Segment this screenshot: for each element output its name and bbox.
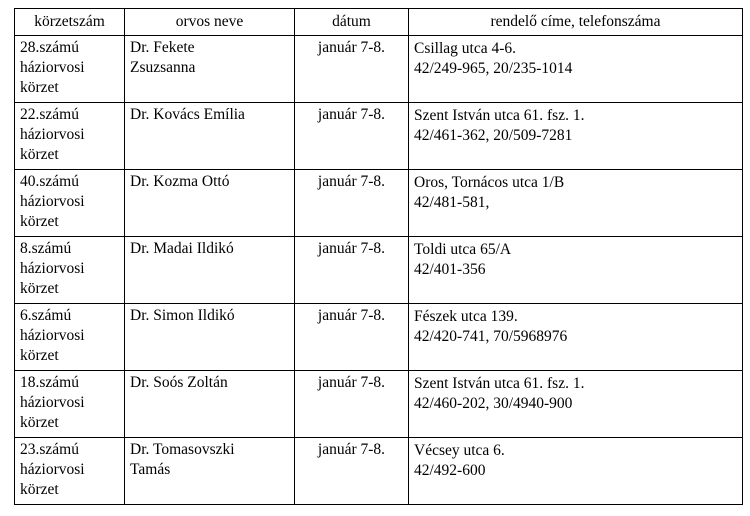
table-row [15, 36, 743, 103]
doctor-name-line1: Dr. Kozma Ottó [130, 173, 230, 191]
cell-date: január 7-8. [295, 103, 409, 170]
doctor-name-line2: Zsuzsanna [130, 59, 196, 77]
district-number: 8.számú [20, 240, 72, 258]
cell-address-phone [409, 438, 743, 505]
table-row [15, 103, 743, 170]
district-number: 28.számú [20, 39, 79, 57]
address-line: Szent István utca 61. fsz. 1. [414, 375, 585, 393]
column-header-doctor-name: orvos neve [125, 9, 295, 36]
doctor-name-line2: Tamás [130, 461, 171, 479]
phone-line: 42/481-581, [414, 194, 490, 212]
table-row [15, 170, 743, 237]
cell-date: január 7-8. [295, 36, 409, 103]
district-number: 22.számú [20, 106, 79, 124]
cell-date: január 7-8. [295, 170, 409, 237]
cell-district [15, 36, 125, 103]
cell-district [15, 371, 125, 438]
cell-doctor-name [125, 103, 295, 170]
cell-district [15, 438, 125, 505]
address-line: Toldi utca 65/A [414, 241, 512, 259]
cell-doctor-name [125, 170, 295, 237]
table-row [15, 438, 743, 505]
cell-doctor-name [125, 36, 295, 103]
column-header-date: dátum [295, 9, 409, 36]
district-type: háziorvosi [20, 59, 85, 77]
address-line: Oros, Tornácos utca 1/B [414, 174, 565, 192]
table-header-row [15, 9, 743, 36]
district-word: körzet [20, 347, 59, 365]
column-header-district: körzetszám [15, 9, 125, 36]
district-number: 18.számú [20, 374, 79, 392]
cell-doctor-name [125, 304, 295, 371]
cell-address-phone [409, 371, 743, 438]
phone-line: 42/420-741, 70/5968976 [414, 328, 568, 346]
cell-district [15, 304, 125, 371]
district-word: körzet [20, 79, 59, 97]
cell-address-phone [409, 103, 743, 170]
phone-line: 42/492-600 [414, 462, 486, 480]
cell-doctor-name [125, 438, 295, 505]
doctors-duty-table [14, 8, 743, 505]
district-type: háziorvosi [20, 126, 85, 144]
phone-line: 42/461-362, 20/509-7281 [414, 127, 573, 145]
district-number: 23.számú [20, 441, 79, 459]
phone-line: 42/460-202, 30/4940-900 [414, 395, 573, 413]
phone-line: 42/401-356 [414, 261, 486, 279]
district-word: körzet [20, 414, 59, 432]
doctor-name-line1: Dr. Kovács Emília [130, 106, 245, 124]
address-line: Vécsey utca 6. [414, 442, 505, 460]
district-number: 6.számú [20, 307, 72, 325]
cell-date: január 7-8. [295, 438, 409, 505]
doctor-name-line1: Dr. Madai Ildikó [130, 240, 234, 258]
address-line: Csillag utca 4-6. [414, 40, 517, 58]
doctor-name-line1: Dr. Fekete [130, 39, 195, 57]
cell-address-phone [409, 170, 743, 237]
address-line: Szent István utca 61. fsz. 1. [414, 107, 585, 125]
district-word: körzet [20, 280, 59, 298]
doctor-name-line1: Dr. Tomasovszki [130, 441, 235, 459]
column-header-address-phone: rendelő címe, telefonszáma [409, 9, 743, 36]
cell-date: január 7-8. [295, 371, 409, 438]
cell-district [15, 170, 125, 237]
cell-district [15, 237, 125, 304]
district-type: háziorvosi [20, 327, 85, 345]
table-row [15, 371, 743, 438]
doctor-name-line1: Dr. Soós Zoltán [130, 374, 228, 392]
district-word: körzet [20, 146, 59, 164]
district-type: háziorvosi [20, 193, 85, 211]
address-line: Fészek utca 139. [414, 308, 518, 326]
district-word: körzet [20, 481, 59, 499]
table-row [15, 304, 743, 371]
district-word: körzet [20, 213, 59, 231]
district-type: háziorvosi [20, 394, 85, 412]
cell-address-phone [409, 237, 743, 304]
district-number: 40.számú [20, 173, 79, 191]
doctor-name-line1: Dr. Simon Ildikó [130, 307, 235, 325]
table-row [15, 237, 743, 304]
cell-address-phone [409, 304, 743, 371]
district-type: háziorvosi [20, 461, 85, 479]
district-type: háziorvosi [20, 260, 85, 278]
cell-doctor-name [125, 237, 295, 304]
cell-district [15, 103, 125, 170]
phone-line: 42/249-965, 20/235-1014 [414, 60, 573, 78]
cell-date: január 7-8. [295, 237, 409, 304]
cell-doctor-name [125, 371, 295, 438]
cell-address-phone [409, 36, 743, 103]
cell-date: január 7-8. [295, 304, 409, 371]
